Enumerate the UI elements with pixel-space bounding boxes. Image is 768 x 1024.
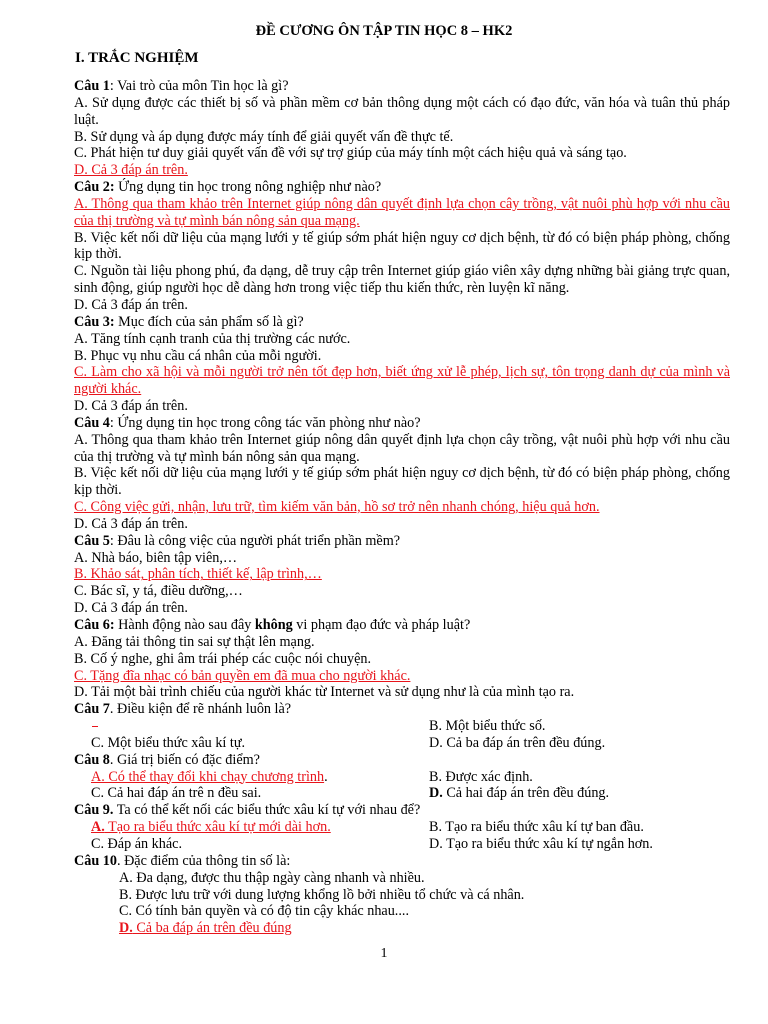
- option-row: [74, 836, 730, 853]
- question-10: [74, 853, 730, 870]
- question-2: [74, 179, 730, 196]
- question-text: : Ứng dụng tin học trong công tác văn phòng như nào?: [109, 414, 421, 431]
- option-c: C. Phát hiện tư duy giải quyết vấn đề với sự trợ giúp của máy tính một cách hiệu quả và sáng tạo.: [74, 145, 627, 162]
- question-label: Câu 8: [74, 751, 110, 768]
- option-d: D. Cả 3 đáp án trên.: [74, 398, 188, 415]
- option-b: B. Được lưu trữ với dung lượng khổng lồ bởi nhiều tổ chức và cá nhân.: [119, 886, 525, 903]
- option-d: D. Tải một bài trình chiếu của người khác từ Internet và sử dụng như là của mình tạo ra.: [74, 684, 575, 701]
- option-d-label: D.: [119, 920, 133, 937]
- question-text: Ứng dụng tin học trong nông nghiệp như nào?: [114, 179, 382, 196]
- option-d-row: [74, 920, 730, 937]
- question-text: vi phạm đạo đức và pháp luật?: [292, 617, 471, 633]
- option-d: D. Cả 3 đáp án trên.: [74, 296, 188, 313]
- question-text: . Điều kiện để rẽ nhánh luôn là?: [109, 701, 292, 718]
- question-emphasis: không: [254, 617, 293, 633]
- option-b: B. Sử dụng và áp dụng được máy tính để giải quyết vấn đề thực tế.: [74, 128, 454, 145]
- option-b: B. Tạo ra biểu thức xâu kí tự ban đầu.: [429, 819, 644, 836]
- option-d-label: D.: [429, 785, 443, 802]
- option-a: A. Thông qua tham khảo trên Internet giúp nông dân quyết định lựa chọn cây trồng, vật nuôi phù hợp với nhu cầu của thị trường và tự mình bán nông sản qua mạng.: [74, 431, 730, 465]
- option-c: C. Đáp án khác.: [91, 835, 183, 852]
- answer-dash: [92, 726, 98, 727]
- option-d-text: Cả ba đáp án trên đều đúng: [132, 920, 292, 937]
- question-label: Câu 10: [74, 852, 117, 869]
- question-text: . Giá trị biến có đặc điểm?: [109, 751, 260, 768]
- correct-answer: D. Cả 3 đáp án trên.: [74, 162, 188, 179]
- option-c: C. Nguồn tài liệu phong phú, đa dạng, dễ truy cập trên Internet giúp giáo viên xây dựng những bài giảng trực quan, sinh động, giúp người học dễ dàng hơn trong việc tiếp thu kiến thức, rèn luyện kĩ năng.: [74, 263, 730, 297]
- correct-answer: C. Tặng đĩa nhạc có bản quyền em đã mua cho người khác.: [74, 667, 411, 684]
- option-a-text: Tạo ra biểu thức xâu kí tự mới dài hơn.: [104, 819, 331, 836]
- option-c: C. Cả hai đáp án trê n đều sai.: [91, 785, 262, 802]
- option-row: [74, 785, 730, 802]
- document-title: ĐỀ CƯƠNG ÔN TẬP TIN HỌC 8 – HK2: [255, 23, 513, 39]
- option-a: A. Nhà báo, biên tập viên,…: [74, 549, 238, 566]
- option-a: A. Tăng tính cạnh tranh của thị trường các nước.: [74, 330, 351, 347]
- option-b: B. Một biểu thức số.: [429, 718, 546, 735]
- option-d: D. Tạo ra biểu thức xâu kí tự ngắn hơn.: [429, 835, 653, 852]
- question-8: [74, 752, 730, 769]
- question-text: : Vai trò của môn Tin học là gì?: [109, 78, 289, 94]
- correct-answer: C. Làm cho xã hội và mỗi người trở nên tốt đẹp hơn, biết ứng xử lễ phép, lịch sự, tôn trọng danh dự của mình và người khác.: [74, 364, 730, 398]
- question-text: . Đặc điểm của thông tin số là:: [116, 852, 291, 869]
- section-heading: I. TRẮC NGHIỆM: [75, 50, 199, 66]
- question-4: [74, 415, 730, 432]
- option-a-cell: [74, 769, 429, 786]
- question-label: Câu 3:: [74, 313, 115, 330]
- question-list: [74, 78, 730, 937]
- correct-answer: [74, 819, 429, 836]
- option-d-text: Cả hai đáp án trên đều đúng.: [442, 785, 610, 802]
- option-b: B. Cố ý nghe, ghi âm trái phép các cuộc nói chuyện.: [74, 650, 372, 667]
- question-3: [74, 314, 730, 331]
- question-label: Câu 6:: [74, 617, 115, 633]
- option-c: C. Có tính bản quyền và có độ tin cậy khác nhau....: [119, 903, 409, 920]
- question-text: Ta có thể kết nối các biểu thức xâu kí tự với nhau để?: [113, 802, 421, 819]
- option-row: [74, 819, 730, 836]
- question-5: [74, 533, 730, 550]
- option-c: C. Bác sĩ, y tá, điều dưỡng,…: [74, 583, 243, 600]
- option-row: [74, 769, 730, 786]
- correct-answer: B. Khảo sát, phân tích, thiết kế, lập trình,…: [74, 566, 322, 583]
- option-a: A. Đa dạng, được thu thập ngày càng nhanh và nhiều.: [119, 869, 425, 886]
- option-a-label: A.: [91, 819, 105, 836]
- option-b: B. Việc kết nối dữ liệu của mạng lưới y tế giúp sớm phát hiện nguy cơ dịch bệnh, từ đó có biện pháp phòng, chống kịp thời.: [74, 465, 730, 499]
- option-b: B. Được xác định.: [429, 768, 533, 785]
- option-a-tail: .: [324, 768, 328, 785]
- question-label: Câu 4: [74, 414, 110, 431]
- option-b: B. Việc kết nối dữ liệu của mạng lưới y tế giúp sớm phát hiện nguy cơ dịch bệnh, từ đó có biện pháp phòng, chống kịp thời.: [74, 229, 730, 263]
- question-1: [74, 78, 730, 95]
- question-text: Hành động nào sau đây: [114, 617, 255, 633]
- option-d: D. Cả ba đáp án trên đều đúng.: [429, 734, 606, 751]
- question-text: Mục đích của sản phẩm số là gì?: [114, 313, 304, 330]
- question-label: Câu 7: [74, 701, 110, 718]
- question-6: [74, 617, 730, 634]
- option-d: D. Cả 3 đáp án trên.: [74, 515, 188, 532]
- correct-answer: C. Công việc gửi, nhận, lưu trữ, tìm kiếm văn bản, hồ sơ trở nên nhanh chóng, hiệu quả hơn.: [74, 499, 600, 516]
- question-text: : Đâu là công việc của người phát triển phần mềm?: [109, 532, 401, 549]
- correct-answer: [119, 920, 292, 936]
- question-label: Câu 5: [74, 532, 110, 549]
- correct-answer: A. Thông qua tham khảo trên Internet giúp nông dân quyết định lựa chọn cây trồng, vật nuôi phù hợp với nhu cầu của thị trường và tự mình bán nông sản qua mạng.: [74, 195, 730, 229]
- option-d: D. Cả 3 đáp án trên.: [74, 600, 188, 617]
- option-row: [74, 718, 730, 735]
- question-label: Câu 9.: [74, 802, 114, 819]
- correct-answer: A. Có thể thay đổi khi chạy chương trình: [91, 768, 325, 785]
- option-d: [429, 785, 730, 802]
- option-b: B. Phục vụ nhu cầu cá nhân của mỗi người.: [74, 347, 322, 364]
- question-9: [74, 802, 730, 819]
- option-a: A. Đăng tải thông tin sai sự thật lên mạng.: [74, 633, 315, 650]
- question-label: Câu 2:: [74, 179, 115, 196]
- answer-mark: [74, 718, 429, 735]
- option-row: [74, 735, 730, 752]
- question-7: [74, 701, 730, 718]
- question-label: Câu 1: [74, 78, 110, 94]
- option-a: A. Sử dụng được các thiết bị số và phần mềm cơ bản thông dụng một cách có đạo đức, văn hóa và tuân thủ pháp luật.: [74, 94, 730, 128]
- option-c: C. Một biểu thức xâu kí tự.: [91, 734, 246, 751]
- page-number: 1: [380, 946, 388, 961]
